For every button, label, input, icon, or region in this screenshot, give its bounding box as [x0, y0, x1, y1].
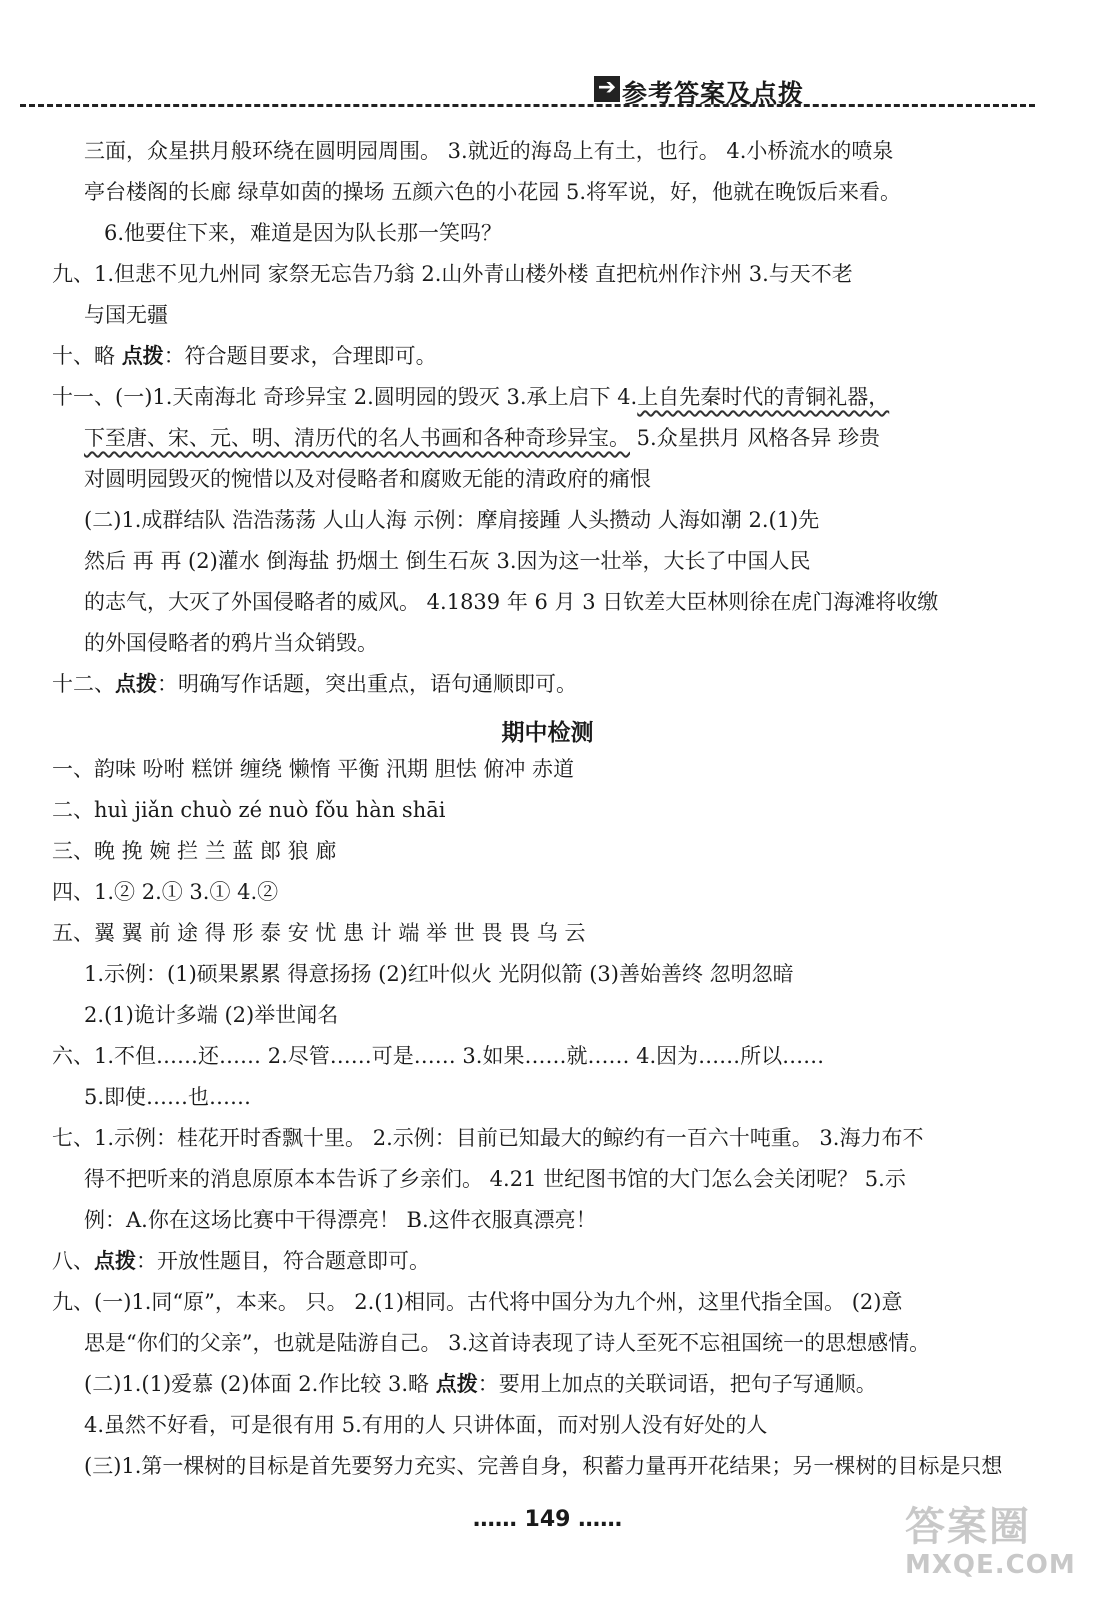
text-span: ：开放性题目，符合题意即可。 [136, 1249, 430, 1273]
text-line [84, 423, 880, 453]
text-line: (三)1.第一棵树的目标是首先要努力充实、完善自身，积蓄力量再开花结果；另一棵树的目标是只想 [84, 1454, 1003, 1478]
text-span: (二)1.(1)爱慕 (2)体面 2.作比较 3.略 [84, 1372, 436, 1396]
wavy-underlined-text: 下至唐、宋、元、明、清历代的名人书画和各种奇珍异宝。 [84, 426, 630, 450]
text-span: 十、略 [52, 344, 122, 368]
hint-label: 点拨 [121, 344, 164, 368]
text-line [52, 382, 889, 412]
text-line: 与国无疆 [84, 303, 168, 327]
text-line: 的志气，大灭了外国侵略者的威风。 4.1839 年 6 月 3 日钦差大臣林则徐在虎门海滩将收缴 [84, 590, 939, 614]
hint-label: 点拨 [115, 672, 157, 696]
watermark-logo [905, 1505, 1080, 1590]
text-line: 三、晚 挽 婉 拦 兰 蓝 郎 狼 廊 [52, 839, 337, 863]
text-line [52, 669, 577, 699]
text-line: 二、huì jiǎn chuò zé nuò fǒu hàn shāi [52, 798, 446, 822]
text-line: 六、1.不但……还…… 2.尽管……可是…… 3.如果……就…… 4.因为……所以…… [52, 1044, 825, 1068]
text-line: 三面，众星拱月般环绕在圆明园周围。 3.就近的海岛上有土，也行。 4.小桥流水的喷泉 [84, 139, 894, 163]
text-span: 十一、(一)1.天南海北 奇珍异宝 2.圆明园的毁灭 3.承上启下 4. [52, 385, 638, 409]
text-line: 七、1.示例：桂花开时香飘十里。 2.示例：目前已知最大的鲸约有一百六十吨重。 3.海力布不 [52, 1126, 924, 1150]
hint-label: 点拨 [435, 1372, 478, 1396]
text-line: 5.即使……也…… [84, 1085, 252, 1109]
text-line: 九、1.但悲不见九州同 家祭无忘告乃翁 2.山外青山楼外楼 直把杭州作汴州 3.与天不老 [52, 262, 853, 286]
text-line [52, 341, 437, 371]
text-line: 九、(一)1.同“原”，本来。 只。 2.(1)相同。古代将中国分为九个州，这里代指全国。 (2)意 [52, 1290, 903, 1314]
text-line: (二)1.成群结队 浩浩荡荡 人山人海 示例：摩肩接踵 人头攒动 人海如潮 2.(1)先 [84, 508, 820, 532]
header-divider [20, 104, 1035, 107]
text-span: 八、 [52, 1249, 94, 1273]
section-title: 期中检测 [501, 720, 594, 746]
text-line: 的外国侵略者的鸦片当众销毁。 [84, 631, 378, 655]
text-line: 然后 再 再 (2)灌水 倒海盐 扔烟土 倒生石灰 3.因为这一壮举，大长了中国人民 [84, 549, 811, 573]
text-line [52, 1246, 430, 1276]
text-line [84, 1369, 877, 1399]
hint-label: 点拨 [94, 1249, 136, 1273]
text-line: 例：A.你在这场比赛中干得漂亮！ B.这件衣服真漂亮！ [84, 1208, 597, 1232]
header-title: 参考答案及点拨 [622, 79, 805, 108]
text-span: 5.众星拱月 风格各异 珍贵 [630, 426, 881, 450]
text-line: 1.示例：(1)硕果累累 得意扬扬 (2)红叶似火 光阴似箭 (3)善始善终 忽明忽暗 [84, 962, 794, 986]
text-span: ：符合题目要求，合理即可。 [163, 344, 437, 368]
watermark-title: 答案圈 [905, 1504, 1031, 1550]
text-line: 4.虽然不好看，可是很有用 5.有用的人 只讲体面，而对别人没有好处的人 [84, 1413, 768, 1437]
watermark-domain: MXQE.COM [905, 1550, 1076, 1580]
text-line: 对圆明园毁灭的惋惜以及对侵略者和腐败无能的清政府的痛恨 [84, 467, 651, 491]
text-line: 一、韵味 吩咐 糕饼 缠绕 懒惰 平衡 汛期 胆怯 俯冲 赤道 [52, 757, 575, 781]
text-line: 得不把听来的消息原原本本告诉了乡亲们。 4.21 世纪图书馆的大门怎么会关闭呢？ 5.示 [84, 1167, 906, 1191]
text-line: 亭台楼阁的长廊 绿草如茵的操场 五颜六色的小花园 5.将军说，好，他就在晚饭后来看。 [84, 180, 902, 204]
page-number: …… 149 …… [472, 1507, 623, 1532]
wavy-underlined-text: 上自先秦时代的青铜礼器， [637, 385, 890, 409]
text-span: 十二、 [52, 672, 115, 696]
text-span: ：要用上加点的关联词语，把句子写通顺。 [477, 1372, 877, 1396]
text-line: 四、1.② 2.① 3.① 4.② [52, 880, 279, 904]
text-span: ：明确写作话题，突出重点，语句通顺即可。 [157, 672, 577, 696]
text-line: 6.他要住下来，难道是因为队长那一笑吗？ [104, 221, 503, 245]
arrow-right-icon: ➔ [594, 76, 620, 102]
text-line: 思是“你们的父亲”，也就是陆游自己。 3.这首诗表现了诗人至死不忘祖国统一的思想感情。 [84, 1331, 931, 1355]
text-line: 五、翼 翼 前 途 得 形 泰 安 忧 患 计 端 举 世 畏 畏 乌 云 [52, 921, 586, 945]
text-line: 2.(1)诡计多端 (2)举世闻名 [84, 1003, 339, 1027]
